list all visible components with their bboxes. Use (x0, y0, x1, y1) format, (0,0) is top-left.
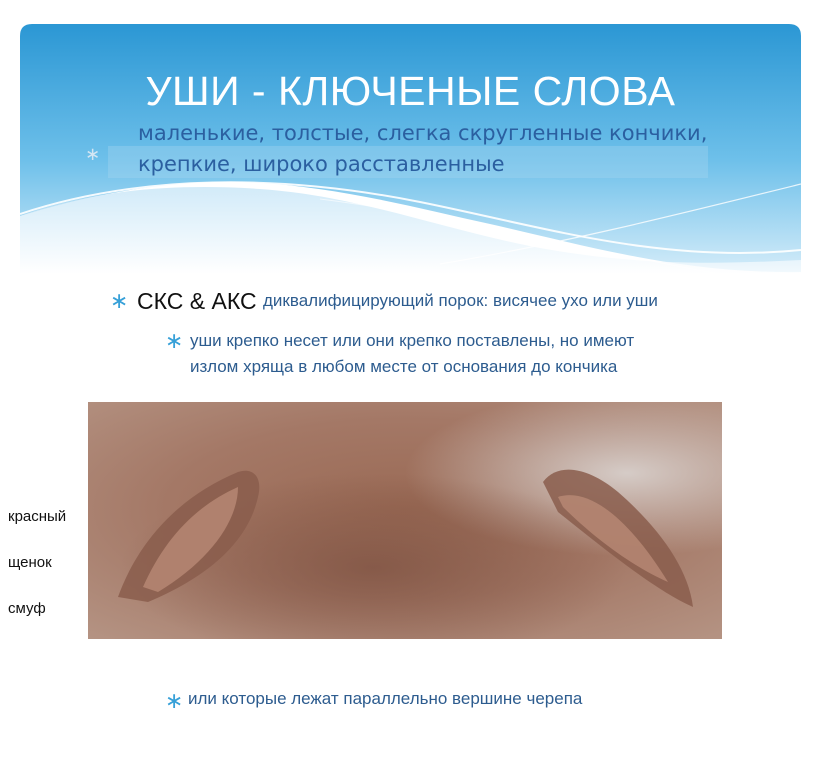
subtitle-line-1: маленькие, толстые, слегка скругленные кончики, (138, 121, 708, 145)
page-title: УШИ - КЛЮЧЕНЫЕ СЛОВА (145, 68, 676, 114)
bullet-icon: ∗ (110, 289, 129, 314)
subtitle (138, 118, 778, 180)
faint-bullet-icon: ∗ (85, 144, 101, 165)
label-color: красный (8, 508, 67, 525)
puppy-ears-photo (88, 402, 722, 639)
subtitle-line-2: крепкие, широко расставленные (138, 152, 505, 176)
label-variety: смуф (8, 600, 46, 617)
bullet-icon: ∗ (165, 329, 184, 354)
ear-break-text (190, 328, 750, 380)
bullet-icon: ∗ (165, 689, 184, 714)
ear-break-line-1: уши крепко несет или они крепко поставлены, но имеют (190, 331, 635, 350)
sks-aks-label: СКС & АКС (137, 288, 257, 314)
disqualification-text: диквалифицирующий порок: висячее ухо или уши (263, 291, 658, 310)
parallel-ears-text: или которые лежат параллельно вершине черепа (188, 689, 583, 708)
ear-break-line-2: излом хряща в любом месте от основания до кончика (190, 357, 618, 376)
label-age: щенок (8, 554, 52, 571)
header-banner (20, 24, 801, 274)
